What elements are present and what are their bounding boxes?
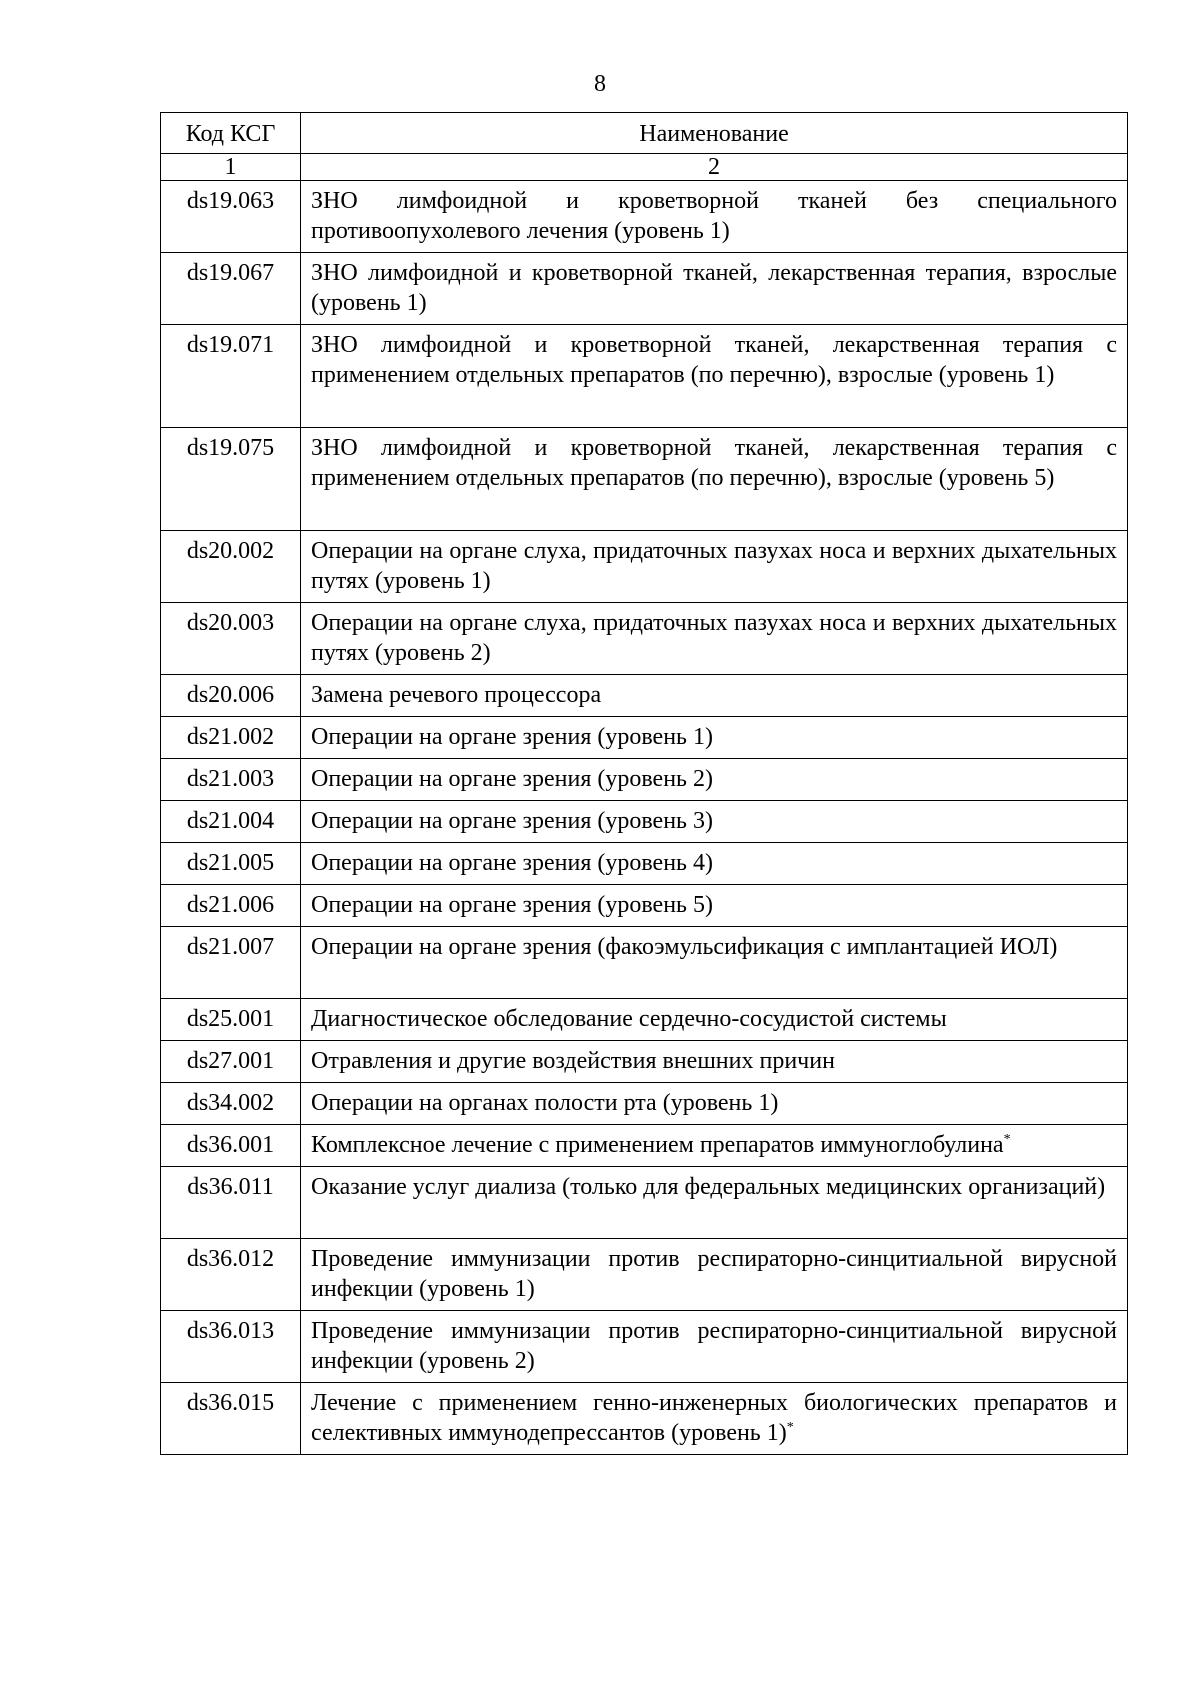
ksg-name-text: Оказание услуг диализа (только для федеральных медицинских организаций): [311, 1174, 1106, 1200]
table-header-row: [161, 113, 1128, 154]
ksg-code-cell: ds36.011: [161, 1167, 301, 1239]
table-row: [161, 927, 1128, 999]
ksg-table: [160, 112, 1128, 1455]
ksg-name-text: Операции на органе слуха, придаточных пазухах носа и верхних дыхательных путях (уровень 2): [311, 610, 1117, 666]
ksg-name-cell: [301, 181, 1128, 253]
ksg-name-text: ЗНО лимфоидной и кроветворной тканей без специального противоопухолевого лечения (уровень 1): [311, 188, 1117, 244]
ksg-name-cell: [301, 1083, 1128, 1125]
ksg-name-cell: [301, 717, 1128, 759]
ksg-code-cell: ds19.063: [161, 181, 301, 253]
ksg-name-text: Операции на органе зрения (уровень 4): [311, 850, 713, 876]
table-row: [161, 717, 1128, 759]
column-number-row: [161, 154, 1128, 181]
ksg-name-text: Проведение иммунизации против респираторно-синцитиальной вирусной инфекции (уровень 1): [311, 1246, 1117, 1302]
table-row: [161, 181, 1128, 253]
ksg-name-cell: [301, 843, 1128, 885]
table-row: [161, 325, 1128, 428]
ksg-code-cell: ds20.003: [161, 603, 301, 675]
ksg-name-text: Операции на органе зрения (уровень 3): [311, 808, 713, 834]
footnote-marker: *: [1003, 1132, 1011, 1147]
ksg-code-cell: ds21.004: [161, 801, 301, 843]
ksg-name-cell: [301, 1125, 1128, 1167]
page-number: 8: [594, 71, 606, 97]
ksg-code-cell: ds21.006: [161, 885, 301, 927]
table-row: [161, 1041, 1128, 1083]
ksg-name-text: Операции на органе зрения (уровень 5): [311, 892, 713, 918]
ksg-name-cell: [301, 999, 1128, 1041]
ksg-name-text: ЗНО лимфоидной и кроветворной тканей, лекарственная терапия с применением отдельных препаратов (по перечню), взрослые (уровень 1): [311, 332, 1117, 388]
ksg-code-cell: ds19.067: [161, 253, 301, 325]
ksg-code-cell: ds36.001: [161, 1125, 301, 1167]
table-row: [161, 801, 1128, 843]
header-name: Наименование: [301, 113, 1128, 154]
ksg-name-text: Операции на органах полости рта (уровень 1): [311, 1090, 779, 1116]
ksg-name-text: ЗНО лимфоидной и кроветворной тканей, лекарственная терапия с применением отдельных препаратов (по перечню), взрослые (уровень 5): [311, 435, 1117, 491]
ksg-name-text: Операции на органе зрения (факоэмульсификация с имплантацией ИОЛ): [311, 934, 1058, 960]
ksg-name-cell: [301, 1167, 1128, 1239]
ksg-name-text: Операции на органе слуха, придаточных пазухах носа и верхних дыхательных путях (уровень 1): [311, 538, 1117, 594]
ksg-name-cell: [301, 1383, 1128, 1455]
ksg-name-cell: [301, 675, 1128, 717]
table-row: [161, 531, 1128, 603]
table-row: [161, 253, 1128, 325]
table-row: [161, 1083, 1128, 1125]
ksg-name-cell: [301, 1311, 1128, 1383]
ksg-code-cell: ds21.007: [161, 927, 301, 999]
ksg-code-cell: ds36.013: [161, 1311, 301, 1383]
ksg-code-cell: ds21.002: [161, 717, 301, 759]
table-row: [161, 603, 1128, 675]
ksg-name-text: ЗНО лимфоидной и кроветворной тканей, лекарственная терапия, взрослые (уровень 1): [311, 260, 1117, 316]
table-row: [161, 428, 1128, 531]
ksg-name-cell: [301, 1041, 1128, 1083]
table-row: [161, 1167, 1128, 1239]
ksg-name-text: Отравления и другие воздействия внешних причин: [311, 1048, 835, 1074]
ksg-code-cell: ds25.001: [161, 999, 301, 1041]
ksg-code-cell: ds19.071: [161, 325, 301, 428]
table-row: [161, 1239, 1128, 1311]
ksg-code-cell: ds34.002: [161, 1083, 301, 1125]
ksg-name-text: Комплексное лечение с применением препаратов иммуноглобулина: [311, 1132, 1004, 1158]
ksg-name-text: Операции на органе зрения (уровень 1): [311, 724, 713, 750]
ksg-code-cell: ds27.001: [161, 1041, 301, 1083]
ksg-name-cell: [301, 927, 1128, 999]
ksg-code-cell: ds36.012: [161, 1239, 301, 1311]
ksg-name-cell: [301, 759, 1128, 801]
table-row: [161, 843, 1128, 885]
table-row: [161, 759, 1128, 801]
ksg-code-cell: ds21.005: [161, 843, 301, 885]
footnote-marker: *: [786, 1420, 794, 1435]
ksg-name-text: Замена речевого процессора: [311, 682, 602, 708]
ksg-name-cell: [301, 531, 1128, 603]
ksg-code-cell: ds36.015: [161, 1383, 301, 1455]
column-number-2: 2: [301, 154, 1128, 181]
table-row: [161, 1125, 1128, 1167]
ksg-name-text: Лечение с применением генно-инженерных биологических препаратов и селективных иммунодепрессантов (уровень 1): [311, 1390, 1117, 1446]
ksg-name-text: Операции на органе зрения (уровень 2): [311, 766, 713, 792]
ksg-name-cell: [301, 428, 1128, 531]
ksg-name-cell: [301, 801, 1128, 843]
table-row: [161, 675, 1128, 717]
table-row: [161, 1311, 1128, 1383]
ksg-name-cell: [301, 603, 1128, 675]
ksg-name-cell: [301, 885, 1128, 927]
ksg-code-cell: ds20.002: [161, 531, 301, 603]
header-code: Код КСГ: [161, 113, 301, 154]
table-row: [161, 885, 1128, 927]
ksg-code-cell: ds19.075: [161, 428, 301, 531]
ksg-name-cell: [301, 253, 1128, 325]
ksg-name-cell: [301, 1239, 1128, 1311]
ksg-code-cell: ds20.006: [161, 675, 301, 717]
ksg-name-text: Проведение иммунизации против респираторно-синцитиальной вирусной инфекции (уровень 2): [311, 1318, 1117, 1374]
ksg-code-cell: ds21.003: [161, 759, 301, 801]
table-row: [161, 1383, 1128, 1455]
ksg-name-cell: [301, 325, 1128, 428]
column-number-1: 1: [161, 154, 301, 181]
ksg-name-text: Диагностическое обследование сердечно-сосудистой системы: [311, 1006, 947, 1032]
table-row: [161, 999, 1128, 1041]
